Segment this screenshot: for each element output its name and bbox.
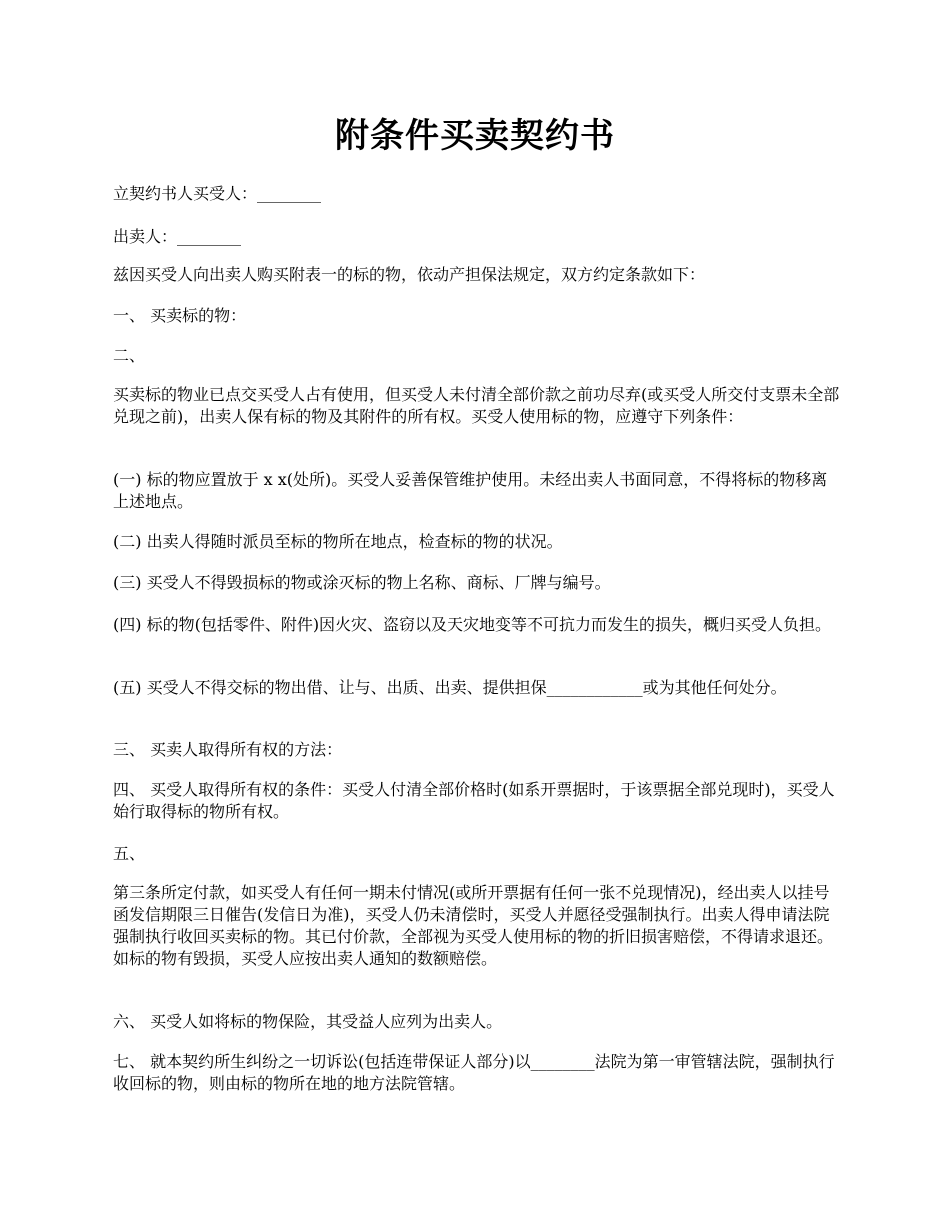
clause-5-body: 第三条所定付款，如买受人有任何一期未付情况(或所开票据有任何一张不兑现情况)，经出卖人以挂号函发信期限三日催告(发信日为准)，买受人仍未清偿时，买受人并愿径受强制执行。出卖人得申请法院强制执行收回买卖标的物。其已付价款，全部视为买受人使用标的物的折旧损害赔偿，不得请求退还。如标的物有毁损，买受人应按出卖人通知的数额赔偿。 (113, 883, 834, 968)
condition-4: (四) 标的物(包括零件、附件)因火灾、盗窃以及天灾地变等不可抗力而发生的损失，概归买受人负担。 (113, 615, 832, 634)
condition-2: (二) 出卖人得随时派员至标的物所在地点，检查标的物的状况。 (113, 532, 563, 551)
condition-3: (三) 买受人不得毁损标的物或涂灭标的物上名称、商标、厂牌与编号。 (113, 573, 611, 592)
clause-7: 七、 就本契约所生纠纷之一切诉讼(包括连带保证人部分)以________法院为第一审管辖法院，强制执行收回标的物，则由标的物所在地的地方法院管辖。 (113, 1052, 835, 1093)
clause-1-heading: 一、 买卖标的物： (113, 306, 247, 325)
clause-6: 六、 买受人如将标的物保险，其受益人应列为出卖人。 (113, 1012, 503, 1031)
clause-3: 三、 买卖人取得所有权的方法： (113, 740, 343, 759)
clause-2-body: 买卖标的物业已点交买受人占有使用，但买受人未付清全部价款之前功尽弃(或买受人所交付支票未全部兑现之前)，出卖人保有标的物及其附件的所有权。买受人使用标的物，应遵守下列条件： (113, 385, 840, 426)
clause-5-heading: 五、 (113, 844, 146, 863)
clause-2-heading: 二、 (113, 346, 146, 365)
condition-5: (五) 买受人不得交标的物出借、让与、出质、出卖、提供担保____________或为其他任何处分。 (113, 678, 787, 697)
document-title: 附条件买卖契约书 (335, 116, 615, 156)
condition-1: (一) 标的物应置放于 x x(处所)。买受人妥善保管维护使用。未经出卖人书面同意，不得将标的物移离上述地点。 (113, 470, 828, 511)
buyer-line: 立契约书人买受人：________ (113, 184, 322, 203)
clause-4: 四、 买受人取得所有权的条件：买受人付清全部价格时(如系开票据时，于该票据全部兑现时)，买受人始行取得标的物所有权。 (113, 780, 835, 821)
seller-line: 出卖人：________ (113, 227, 242, 246)
intro-paragraph: 兹因买受人向出卖人购买附表一的标的物，依动产担保法规定，双方约定条款如下： (113, 265, 706, 284)
